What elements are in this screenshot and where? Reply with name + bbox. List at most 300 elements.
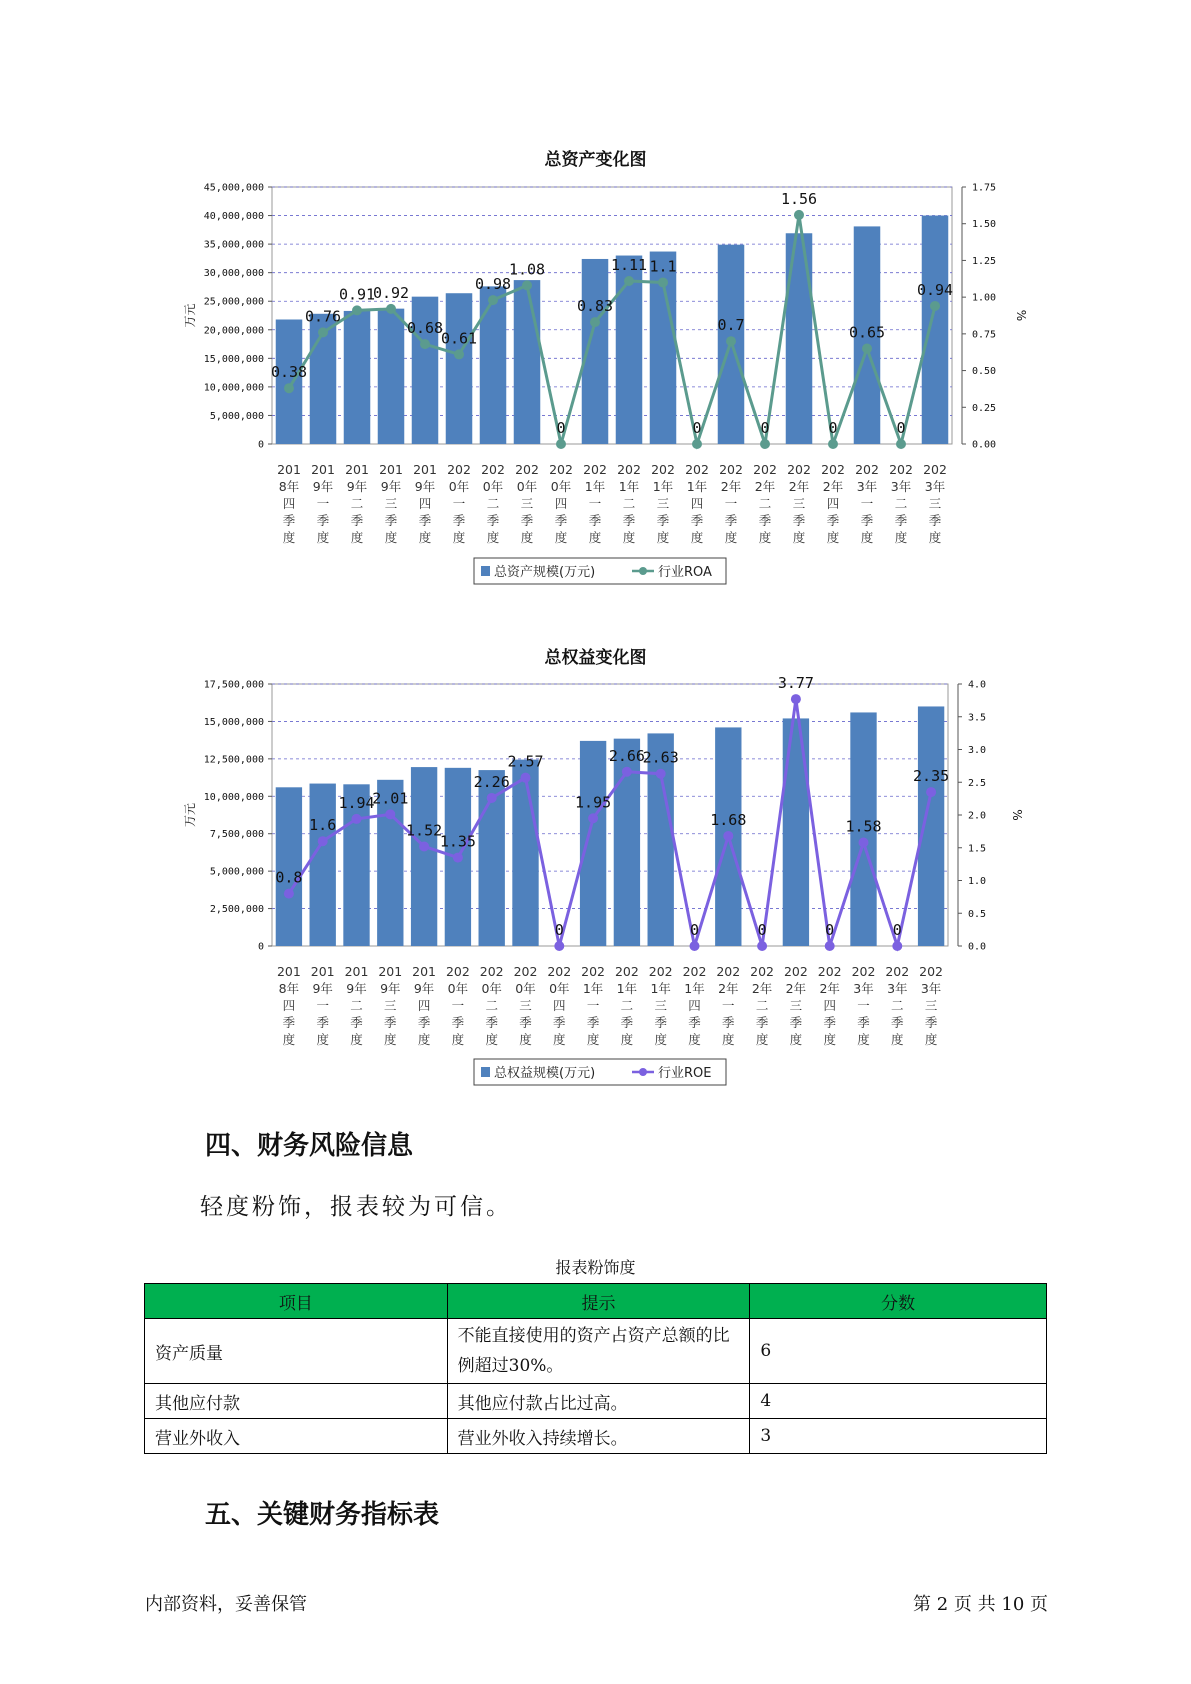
- category-label: 一: [316, 496, 330, 511]
- legend-line-marker: [639, 1068, 647, 1076]
- category-label: 度: [857, 1032, 870, 1047]
- left-tick-label: 45,000,000: [203, 182, 264, 194]
- category-label: 四: [282, 998, 296, 1013]
- line-point: [926, 787, 936, 797]
- category-label: 202: [549, 462, 573, 477]
- category-label: 202: [513, 964, 538, 979]
- category-label: 三: [384, 496, 398, 511]
- category-label: 202: [515, 462, 539, 477]
- category-label: 季: [452, 513, 466, 528]
- data-label: 2.66: [608, 746, 645, 765]
- bar: [783, 718, 809, 946]
- line-point: [318, 836, 328, 846]
- data-label: 0: [828, 419, 838, 437]
- category-label: 8年: [278, 981, 300, 996]
- legend-line-label: 行业ROE: [658, 1066, 712, 1081]
- legend-bar-label: 总权益规模(万元): [494, 1066, 596, 1081]
- category-label: 1年: [650, 981, 671, 996]
- category-label: 度: [654, 1032, 667, 1047]
- category-label: 二: [755, 998, 769, 1013]
- category-label: 202: [682, 964, 707, 979]
- category-label: 三: [519, 998, 532, 1013]
- data-label: 1.58: [845, 817, 882, 836]
- category-label: 一: [586, 998, 600, 1013]
- category-label: 度: [316, 1032, 329, 1047]
- category-label: 201: [413, 462, 437, 477]
- data-label: 0.94: [916, 280, 954, 299]
- category-label: 季: [826, 513, 840, 528]
- category-label: 季: [418, 513, 432, 528]
- category-label: 季: [755, 1015, 769, 1030]
- category-label: 四: [417, 998, 431, 1013]
- line-point: [859, 838, 869, 848]
- category-label: 一: [451, 998, 465, 1013]
- category-label: 一: [724, 496, 738, 511]
- right-axis-unit: %: [1014, 309, 1028, 322]
- line-point: [892, 941, 902, 951]
- right-tick-label: 0.5: [968, 908, 987, 920]
- data-label: 0: [689, 921, 700, 939]
- category-label: 季: [417, 1015, 431, 1030]
- bar: [411, 767, 437, 946]
- category-label: 季: [722, 1015, 735, 1030]
- right-tick-label: 1.25: [972, 255, 997, 267]
- category-label: 度: [755, 1032, 769, 1047]
- left-tick-label: 20,000,000: [203, 325, 264, 337]
- category-label: 三: [789, 998, 803, 1013]
- category-label: 202: [719, 462, 743, 477]
- category-label: 季: [688, 1015, 701, 1030]
- category-label: 9年: [413, 981, 435, 996]
- category-label: 度: [485, 1032, 498, 1047]
- category-label: 201: [345, 462, 369, 477]
- left-tick-label: 10,000,000: [203, 791, 264, 803]
- line-point: [690, 941, 700, 951]
- category-label: 202: [685, 462, 709, 477]
- category-label: 四: [282, 496, 296, 511]
- right-axis-unit: %: [1010, 809, 1024, 821]
- data-label: 0.61: [440, 329, 478, 348]
- table-row: [145, 1319, 1047, 1384]
- category-label: 202: [851, 964, 876, 979]
- data-label: 2.26: [473, 772, 510, 791]
- category-label: 度: [282, 530, 296, 545]
- line-point: [284, 889, 294, 899]
- category-label: 一: [860, 496, 874, 511]
- category-label: 度: [758, 530, 772, 545]
- category-label: 季: [860, 513, 874, 528]
- line-point: [791, 694, 801, 704]
- category-label: 三: [656, 496, 670, 511]
- category-label: 季: [282, 1015, 296, 1030]
- right-tick-label: 1.5: [968, 843, 987, 855]
- right-tick-label: 1.00: [972, 292, 997, 304]
- category-label: 度: [384, 1032, 397, 1047]
- category-label: 三: [384, 998, 397, 1013]
- category-label: 季: [282, 513, 296, 528]
- category-label: 202: [716, 964, 741, 979]
- category-label: 201: [412, 964, 437, 979]
- data-label: 0.91: [338, 285, 376, 304]
- left-tick-label: 25,000,000: [203, 296, 264, 308]
- category-label: 201: [277, 462, 301, 477]
- category-label: 季: [316, 513, 330, 528]
- category-label: 9年: [346, 479, 368, 494]
- category-label: 202: [445, 964, 470, 979]
- left-tick-label: 0: [257, 439, 264, 451]
- line-point: [352, 814, 362, 824]
- data-label: 2.01: [372, 789, 409, 808]
- data-label: 0.92: [372, 283, 410, 302]
- category-label: 季: [586, 1015, 600, 1030]
- data-label: 0: [896, 419, 906, 437]
- bar: [276, 787, 302, 946]
- category-label: 度: [688, 1032, 701, 1047]
- chart-title: 总权益变化图: [544, 648, 647, 668]
- data-label: 0.76: [304, 307, 342, 326]
- header-item: 项目: [145, 1284, 448, 1319]
- category-label: 度: [554, 530, 568, 545]
- category-label: 2年: [754, 479, 776, 494]
- category-label: 3年: [856, 479, 878, 494]
- category-label: 四: [554, 496, 568, 511]
- category-label: 二: [758, 496, 772, 511]
- category-label: 季: [928, 513, 942, 528]
- category-label: 季: [588, 513, 602, 528]
- right-tick-label: 1.50: [972, 219, 997, 231]
- category-label: 202: [481, 462, 505, 477]
- right-tick-label: 2.5: [968, 777, 987, 789]
- data-label: 1.35: [439, 832, 476, 851]
- category-label: 202: [783, 964, 808, 979]
- category-label: 季: [924, 1015, 938, 1030]
- category-label: 四: [553, 998, 566, 1013]
- right-tick-label: 2.0: [968, 810, 987, 822]
- left-axis-unit: 万元: [183, 303, 197, 328]
- category-label: 季: [656, 513, 670, 528]
- category-label: 202: [919, 964, 944, 979]
- category-label: 二: [620, 998, 634, 1013]
- category-label: 202: [447, 462, 471, 477]
- category-label: 度: [586, 1032, 600, 1047]
- category-label: 二: [891, 998, 904, 1013]
- chart-title: 总资产变化图: [544, 150, 647, 170]
- category-label: 度: [690, 530, 704, 545]
- category-label: 季: [553, 1015, 566, 1030]
- category-label: 度: [486, 530, 500, 545]
- data-label: 2.63: [642, 748, 679, 767]
- category-label: 三: [792, 496, 806, 511]
- category-label: 2年: [822, 479, 844, 494]
- category-label: 季: [789, 1015, 803, 1030]
- bar: [580, 741, 606, 946]
- section-4-title: 四、财务风险信息: [205, 1131, 414, 1161]
- category-label: 季: [620, 1015, 634, 1030]
- plot-frame: [272, 684, 948, 946]
- left-tick-label: 5,000,000: [209, 866, 264, 878]
- category-label: 1年: [652, 479, 674, 494]
- category-label: 季: [554, 513, 568, 528]
- category-label: 0年: [447, 981, 469, 996]
- line-point: [554, 941, 564, 951]
- category-label: 度: [924, 1032, 938, 1047]
- category-label: 0年: [482, 479, 504, 494]
- category-label: 季: [384, 513, 398, 528]
- data-label: 0: [892, 921, 902, 939]
- category-label: 三: [520, 496, 534, 511]
- category-label: 季: [894, 513, 908, 528]
- category-label: 202: [817, 964, 842, 979]
- category-label: 201: [344, 964, 369, 979]
- line-point: [419, 841, 429, 851]
- category-label: 202: [581, 964, 606, 979]
- data-label: 0: [556, 419, 566, 437]
- data-label: 0.98: [474, 275, 512, 294]
- category-label: 9年: [312, 981, 333, 996]
- category-label: 四: [826, 496, 840, 511]
- right-tick-label: 0.0: [968, 941, 987, 953]
- category-label: 202: [787, 462, 811, 477]
- category-label: 0年: [516, 479, 538, 494]
- category-label: 2年: [788, 479, 810, 494]
- category-label: 四: [690, 496, 704, 511]
- category-label: 度: [622, 530, 636, 545]
- category-label: 1年: [684, 981, 705, 996]
- data-label: 1.08: [508, 260, 546, 279]
- line-point: [757, 941, 767, 951]
- left-tick-label: 15,000,000: [203, 353, 264, 365]
- category-label: 2年: [720, 479, 742, 494]
- right-tick-label: 4.0: [968, 679, 987, 691]
- data-label: 3.77: [777, 674, 814, 693]
- row-item: 其他应付款: [145, 1384, 448, 1419]
- data-label: 0.7: [717, 316, 745, 335]
- data-label: 1.95: [575, 793, 612, 812]
- category-label: 一: [452, 496, 466, 511]
- category-label: 9年: [380, 981, 401, 996]
- data-label: 0.8: [275, 868, 303, 887]
- line-point: [385, 809, 395, 819]
- left-tick-label: 40,000,000: [203, 211, 264, 223]
- category-label: 季: [857, 1015, 870, 1030]
- data-label: 0: [692, 419, 702, 437]
- left-axis-unit: 万元: [183, 802, 197, 828]
- category-label: 202: [547, 964, 572, 979]
- category-label: 9年: [380, 479, 402, 494]
- category-label: 202: [750, 964, 775, 979]
- right-tick-label: 0.25: [972, 402, 997, 414]
- section-5-title: 五、关键财务指标表: [205, 1500, 440, 1530]
- row-score: 4: [750, 1384, 1047, 1419]
- left-tick-label: 7,500,000: [209, 829, 264, 841]
- category-label: 季: [520, 513, 534, 528]
- category-label: 202: [617, 462, 641, 477]
- line-point: [656, 769, 666, 779]
- row-item: 营业外收入: [145, 1419, 448, 1454]
- category-label: 一: [857, 998, 870, 1013]
- category-label: 度: [418, 530, 432, 545]
- category-label: 二: [486, 496, 500, 511]
- category-label: 度: [553, 1032, 566, 1047]
- row-item: 资产质量: [145, 1319, 448, 1384]
- right-tick-label: 0.50: [972, 366, 997, 378]
- category-label: 度: [350, 530, 364, 545]
- category-label: 一: [588, 496, 602, 511]
- category-label: 度: [384, 530, 398, 545]
- category-label: 1年: [584, 479, 606, 494]
- category-label: 二: [350, 998, 363, 1013]
- right-tick-label: 0.75: [972, 329, 997, 341]
- legend-line-label: 行业ROA: [658, 565, 712, 580]
- category-label: 度: [928, 530, 942, 545]
- line-point: [453, 853, 463, 863]
- category-label: 201: [310, 964, 335, 979]
- category-label: 1年: [582, 981, 604, 996]
- category-label: 度: [891, 1032, 904, 1047]
- category-label: 202: [479, 964, 504, 979]
- right-tick-label: 1.75: [972, 182, 997, 194]
- category-label: 季: [519, 1015, 532, 1030]
- left-tick-label: 2,500,000: [209, 904, 264, 916]
- data-label: 0.83: [576, 297, 614, 316]
- data-label: 1.6: [309, 816, 337, 835]
- category-label: 二: [894, 496, 908, 511]
- category-label: 1年: [616, 981, 638, 996]
- row-hint: 其他应付款占比过高。: [447, 1384, 750, 1419]
- table-caption: 报表粉饰度: [555, 1258, 636, 1277]
- category-label: 季: [384, 1015, 397, 1030]
- category-label: 四: [418, 496, 432, 511]
- row-score: 3: [750, 1419, 1047, 1454]
- data-label: 0: [757, 921, 767, 939]
- category-label: 0年: [448, 479, 470, 494]
- category-label: 9年: [414, 479, 436, 494]
- risk-summary: 轻度粉饰，报表较为可信。: [200, 1194, 512, 1220]
- category-label: 三: [928, 496, 942, 511]
- bar: [512, 760, 538, 946]
- category-label: 季: [891, 1015, 904, 1030]
- header-hint: 提示: [447, 1284, 750, 1319]
- data-label: 0: [825, 921, 835, 939]
- legend-bar-label: 总资产规模(万元): [494, 565, 596, 580]
- category-label: 度: [792, 530, 806, 545]
- right-tick-label: 3.0: [968, 745, 987, 756]
- data-label: 0.38: [270, 363, 308, 382]
- category-label: 度: [620, 1032, 634, 1047]
- category-label: 3年: [924, 479, 946, 494]
- category-label: 202: [583, 462, 607, 477]
- category-label: 8年: [278, 479, 300, 494]
- line-point: [723, 831, 733, 841]
- right-tick-label: 3.5: [968, 712, 987, 724]
- line-point: [622, 767, 632, 777]
- row-hint: 不能直接使用的资产占资产总额的比例超过30%。: [447, 1319, 750, 1384]
- category-label: 度: [656, 530, 670, 545]
- category-label: 202: [889, 462, 913, 477]
- left-tick-label: 0: [257, 941, 264, 953]
- category-label: 四: [688, 998, 701, 1013]
- category-label: 3年: [890, 479, 912, 494]
- category-label: 3年: [920, 981, 942, 996]
- data-label: 0.65: [848, 323, 886, 342]
- right-tick-label: 1.0: [968, 876, 987, 887]
- category-label: 201: [379, 462, 403, 477]
- data-label: 2.35: [913, 767, 950, 786]
- legend-bar-swatch: [481, 1067, 490, 1077]
- category-label: 0年: [515, 981, 536, 996]
- row-hint: 营业外收入持续增长。: [447, 1419, 750, 1454]
- category-label: 201: [276, 964, 301, 979]
- bar: [918, 706, 944, 946]
- category-label: 0年: [481, 981, 502, 996]
- category-label: 度: [588, 530, 602, 545]
- left-tick-label: 5,000,000: [209, 410, 264, 422]
- table-header-row: [145, 1284, 1047, 1319]
- right-tick-label: 0.00: [972, 439, 997, 451]
- category-label: 季: [485, 1015, 498, 1030]
- data-label: 0.68: [406, 319, 444, 338]
- category-label: 2年: [785, 981, 807, 996]
- category-label: 度: [724, 530, 738, 545]
- category-label: 2年: [751, 981, 773, 996]
- category-label: 9年: [346, 981, 367, 996]
- category-label: 1年: [618, 479, 640, 494]
- data-label: 0: [760, 419, 770, 437]
- category-label: 202: [821, 462, 845, 477]
- data-label: 1.52: [406, 821, 443, 840]
- category-label: 季: [451, 1015, 465, 1030]
- category-label: 度: [519, 1032, 532, 1047]
- category-label: 季: [316, 1015, 329, 1030]
- data-label: 2.57: [507, 752, 544, 771]
- category-label: 季: [690, 513, 704, 528]
- data-label: 1.56: [780, 189, 818, 208]
- data-label: 1.94: [338, 793, 375, 812]
- category-label: 季: [724, 513, 738, 528]
- category-label: 季: [823, 1015, 836, 1030]
- category-label: 201: [378, 964, 403, 979]
- category-label: 0年: [549, 981, 570, 996]
- category-label: 二: [350, 496, 364, 511]
- bar: [310, 784, 336, 946]
- row-score: 6: [750, 1319, 1047, 1384]
- category-label: 度: [823, 1032, 836, 1047]
- category-label: 2年: [718, 981, 739, 996]
- category-label: 季: [350, 1015, 363, 1030]
- category-label: 四: [823, 998, 836, 1013]
- category-label: 三: [654, 998, 667, 1013]
- footer-confidential: 内部资料，妥善保管: [145, 1594, 307, 1615]
- category-label: 202: [855, 462, 879, 477]
- category-label: 3年: [887, 981, 908, 996]
- category-label: 度: [722, 1032, 735, 1047]
- category-label: 度: [451, 1032, 465, 1047]
- data-label: 0: [554, 921, 564, 939]
- category-label: 202: [614, 964, 639, 979]
- risk-table: [144, 1283, 1047, 1454]
- category-label: 一: [316, 998, 329, 1013]
- category-label: 202: [885, 964, 910, 979]
- category-label: 度: [826, 530, 840, 545]
- footer-page-number: 第 2 页 共 10 页: [913, 1594, 1048, 1615]
- category-label: 度: [520, 530, 534, 545]
- line-point: [588, 813, 598, 823]
- category-label: 202: [753, 462, 777, 477]
- category-label: 季: [486, 513, 500, 528]
- category-label: 季: [350, 513, 364, 528]
- category-label: 度: [282, 1032, 296, 1047]
- category-label: 季: [758, 513, 772, 528]
